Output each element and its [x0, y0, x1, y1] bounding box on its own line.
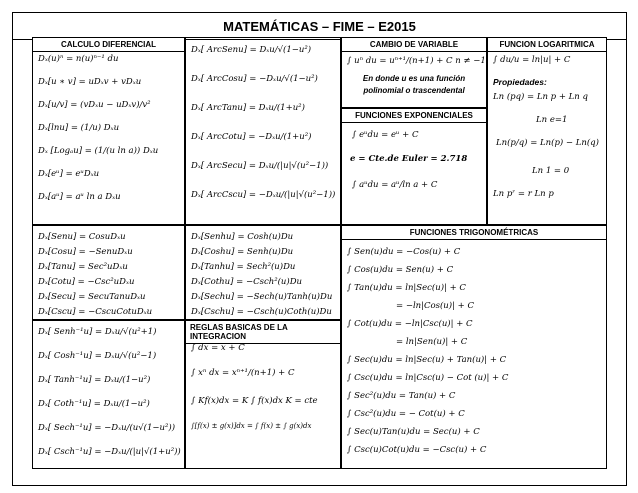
trigderiv-panel	[32, 225, 185, 320]
trigderiv-formula: Dₓ[Cscu] = −CscuCotuDₓu	[38, 307, 153, 317]
cambio-note-line2: polinomial o trascendental	[363, 86, 465, 95]
calculo-header: CALCULO DIFERENCIAL	[33, 38, 184, 52]
trigint-formula: ∫ Tan(u)du = ln|Sec(u)| + C	[347, 283, 466, 293]
trigint-formula: ∫ Csc²(u)du = − Cot(u) + C	[347, 409, 465, 419]
log-property: Ln 1 = 0	[532, 166, 570, 176]
log-formula: ∫ du/u = ln|u| + C	[493, 55, 571, 65]
exp-formula: ∫ eᵘdu = eᵘ + C	[352, 130, 419, 140]
trigint-formula: ∫ Sec²(u)du = Tan(u) + C	[347, 391, 456, 401]
trigint-formula: ∫ Cot(u)du = −ln|Csc(u)| + C	[347, 319, 473, 329]
trigint-formula: = ln|Sen(u)| + C	[396, 337, 468, 347]
page-title: MATEMÁTICAS – FIME – E2015	[13, 13, 626, 40]
trigderiv-formula: Dₓ[Secu] = SecuTanuDₓu	[38, 292, 146, 302]
arc-formula: Dₓ[ ArcSecu] = Dₓu/(|u|√(u²−1))	[191, 161, 329, 171]
cambio-formula: ∫ uⁿ du = uⁿ⁺¹/(n+1) + C n ≠ −1	[347, 56, 486, 66]
trigderiv-formula: Dₓ[Cotu] = −Csc²uDₓu	[38, 277, 135, 287]
hypderiv-panel	[185, 225, 341, 320]
log-panel	[487, 37, 607, 225]
euler-constant: e = Cte.de Euler = 2.718	[350, 154, 468, 164]
calculo-formula: Dₓ(u)ⁿ = n(u)ⁿ⁻¹ du	[38, 54, 119, 64]
calculo-formula: Dₓ[eᵘ] = eᵘDₓu	[38, 169, 100, 179]
exp-formula: ∫ aᵘdu = aᵘ/ln a + C	[352, 180, 438, 190]
reglas-formula: ∫ xⁿ dx = xⁿ⁺¹/(n+1) + C	[191, 368, 295, 378]
invhyp-formula: Dₓ[ Sech⁻¹u] = −Dₓu/(u√(1−u²))	[38, 423, 176, 433]
log-header: FUNCION LOGARITMICA	[488, 38, 606, 52]
invhyp-formula: Dₓ[ Tanh⁻¹u] = Dₓu/(1−u²)	[38, 375, 151, 385]
trigint-formula: ∫ Sen(u)du = −Cos(u) + C	[347, 247, 461, 257]
arc-formula: Dₓ[ ArcSenu] = Dₓu/√(1−u²)	[191, 45, 312, 55]
invhyp-formula: Dₓ[ Csch⁻¹u] = −Dₓu/(|u|√(1+u²))	[38, 447, 181, 457]
trigint-formula: = −ln|Cos(u)| + C	[396, 301, 474, 311]
calculo-formula: Dₓ[u/v] = (vDₓu − uDₓv)/v²	[38, 100, 151, 110]
trigderiv-formula: Dₓ[Tanu] = Sec²uDₓu	[38, 262, 128, 272]
cambio-panel	[341, 37, 487, 108]
invhyp-panel	[32, 320, 185, 469]
trigderiv-formula: Dₓ[Senu] = CosuDₓu	[38, 232, 126, 242]
hypderiv-formula: Dₓ[Senhu] = Cosh(u)Du	[191, 232, 294, 242]
log-property: Ln (pq) = Ln p + Ln q	[493, 92, 588, 102]
trigint-formula: ∫ Csc(u)Cot(u)du = −Csc(u) + C	[347, 445, 487, 455]
reglas-formula: ∫ dx = x + C	[191, 343, 245, 353]
calculo-formula: Dₓ[lnu] = (1/u) Dₓu	[38, 123, 120, 133]
arc-formula: Dₓ[ ArcCotu] = −Dₓu/(1+u²)	[191, 132, 312, 142]
trigint-formula: ∫ Sec(u)du = ln|Sec(u) + Tan(u)| + C	[347, 355, 507, 365]
exp-panel	[341, 108, 487, 225]
trigderiv-formula: Dₓ[Cosu] = −SenuDₓu	[38, 247, 133, 257]
hypderiv-formula: Dₓ[Sechu] = −Sech(u)Tanh(u)Du	[191, 292, 333, 302]
arc-formula: Dₓ[ ArcCosu] = −Dₓu/√(1−u²)	[191, 74, 318, 84]
trigint-formula: ∫ Sec(u)Tan(u)du = Sec(u) + C	[347, 427, 480, 437]
trigint-formula: ∫ Csc(u)du = ln|Csc(u) − Cot (u)| + C	[347, 373, 509, 383]
cambio-header: CAMBIO DE VARIABLE	[342, 38, 486, 52]
reglas-header: REGLAS BASICAS DE LA INTEGRACION	[186, 321, 340, 344]
arc-formula: Dₓ[ ArcTanu] = Dₓu/(1+u²)	[191, 103, 305, 113]
calculo-panel	[32, 37, 185, 225]
log-property: Ln e=1	[536, 115, 568, 125]
trigint-panel	[341, 225, 607, 469]
trigint-formula: ∫ Cos(u)du = Sen(u) + C	[347, 265, 454, 275]
invhyp-formula: Dₓ[ Senh⁻¹u] = Dₓu/√(u²+1)	[38, 327, 157, 337]
invhyp-formula: Dₓ[ Cosh⁻¹u] = Dₓu/√(u²−1)	[38, 351, 157, 361]
hypderiv-formula: Dₓ[Tanhu] = Sech²(u)Du	[191, 262, 296, 272]
arc-formula: Dₓ[ ArcCscu] = −Dₓu/(|u|√(u²−1))	[191, 190, 336, 200]
reglas-panel	[185, 320, 341, 469]
calculo-formula: Dₓ [Logₐu] = (1/(u ln a)) Dₓu	[38, 146, 159, 156]
cambio-note-line1: En donde u es una función	[362, 74, 466, 83]
hypderiv-formula: Dₓ[Coshu] = Senh(u)Du	[191, 247, 294, 257]
log-property: Ln(p/q) = Ln(p) − Ln(q)	[496, 138, 599, 148]
hypderiv-formula: Dₓ[Cschu] = −Csch(u)Coth(u)Du	[191, 307, 332, 317]
props-title: Propiedades:	[493, 77, 547, 87]
log-property: Ln pʳ = r Ln p	[493, 189, 554, 199]
calculo-formula: Dₓ[u ∗ v] = uDₓv + vDₓu	[38, 77, 142, 87]
invhyp-formula: Dₓ[ Coth⁻¹u] = Dₓu/(1−u²)	[38, 399, 150, 409]
trigint-header: FUNCIONES TRIGONOMÉTRICAS	[342, 226, 606, 240]
hypderiv-formula: Dₓ[Cothu] = −Csch²(u)Du	[191, 277, 303, 287]
reglas-formula: ∫ Kf(x)dx = K ∫ f(x)dx K = cte	[191, 396, 318, 406]
exp-header: FUNCIONES EXPONENCIALES	[342, 109, 486, 123]
reglas-formula: ∫[f(x) ± g(x)]dx = ∫ f(x) ± ∫ g(x)dx	[191, 422, 312, 430]
calculo-formula: Dₓ[aᵘ] = aᵘ ln a Dₓu	[38, 192, 121, 202]
arc-panel	[185, 37, 341, 225]
